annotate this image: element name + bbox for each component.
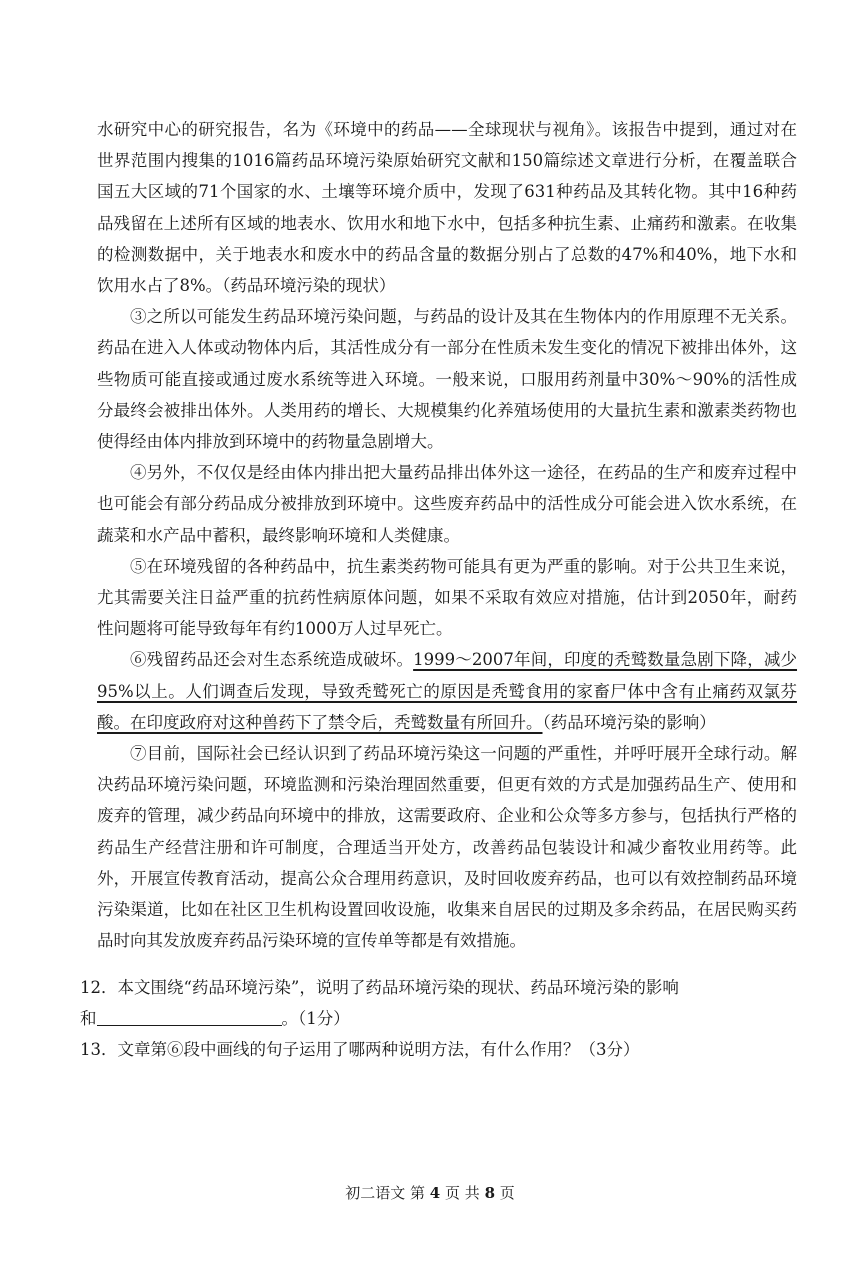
underlined-sentences: 1999～2007年间，印度的秃鹫数量急剧下降，减少95%以上。人们调查后发现，导致秃鹫死亡的原因是秃鹫食用的家畜尸体中含有止痛药双氯芬酸。在印度政府对这种兽药下了禁令后，秃鹫数量有所回升。 xyxy=(97,650,798,732)
paragraph-3: ③之所以可能发生药品环境污染问题，与药品的设计及其在生物体内的作用原理不无关系。药品在进入人体或动物体内后，其活性成分有一部分在性质未发生变化的情况下被排出体外，这些物质可能直接或通过废水系统等进入环境。一般来说，口服用药剂量中30%～90%的活性成分最终会被排出体外。人类用药的增长、大规模集约化养殖场使用的大量抗生素和激素类药物也使得经由体内排放到环境中的药物量急剧增大。 xyxy=(97,307,797,452)
question-12 xyxy=(80,972,800,1034)
footer-page-label: 第 xyxy=(409,1184,425,1202)
question-12-suffix: 。（1分） xyxy=(281,1009,350,1028)
paragraph-6-start: ⑥残留药品还会对生态系统造成破坏。 xyxy=(130,650,414,670)
paragraph-4: ④另外，不仅仅是经由体内排出把大量药品排出体外这一途径，在药品的生产和废弃过程中也可能会有部分药品成分被排放到环境中。这些废弃药品中的活性成分可能会进入饮水系统，在蔬菜和水产品中蓄积，最终影响环境和人类健康。 xyxy=(97,463,797,545)
question-12-prefix: 和 xyxy=(80,1009,97,1028)
footer-total-pages: 8 xyxy=(484,1184,495,1202)
question-13: 13．文章第⑥段中画线的句子运用了哪两种说明方法，有什么作用？（3分） xyxy=(80,1040,640,1059)
questions-section xyxy=(80,972,800,1065)
paragraph-7: ⑦目前，国际社会已经认识到了药品环境污染这一问题的严重性，并呼吁展开全球行动。解决药品环境污染问题，环境监测和污染治理固然重要，但更有效的方式是加强药品生产、使用和废弃的管理，减少药品向环境中的排放，这需要政府、企业和公众等多方参与，包括执行严格的药品生产经营注册和许可制度，合理适当开处方，改善药品包装设计和减少畜牧业用药等。此外，开展宣传教育活动，提高公众合理用药意识，及时回收废弃药品，也可以有效控制药品环境污染渠道，比如在社区卫生机构设置回收设施，收集来自居民的过期及多余药品，在居民购买药品时向其发放废弃药品污染环境的宣传单等都是有效措施。 xyxy=(97,744,797,951)
question-12-text: 12．本文围绕“药品环境污染”，说明了药品环境污染的现状、药品环境污染的影响 xyxy=(80,978,679,997)
paragraph-6-note: （药品环境污染的影响） xyxy=(542,712,716,732)
paragraph-6 xyxy=(97,644,797,738)
paragraph-5: ⑤在环境残留的各种药品中，抗生素类药物可能具有更为严重的影响。对于公共卫生来说，尤其需要关注日益严重的抗药性病原体问题，如果不采取有效应对措施，估计到2050年，耐药性问题将可能导致每年有约1000万人过早死亡。 xyxy=(97,556,797,639)
footer-end-label: 页 xyxy=(499,1184,515,1202)
answer-blank[interactable] xyxy=(97,1007,282,1026)
reading-passage xyxy=(97,114,797,956)
footer-subject: 初二语文 xyxy=(345,1184,406,1202)
footer-of-label: 页 共 xyxy=(445,1184,480,1202)
paragraph-continued: 水研究中心的研究报告，名为《环境中的药品——全球现状与视角》。该报告中提到，通过对在世界范围内搜集的1016篇药品环境污染原始研究文献和150篇综述文章进行分析，在覆盖联合国五大区域的71个国家的水、土壤等环境介质中，发现了631种药品及其转化物。其中16种药品残留在上述所有区域的地表水、饮用水和地下水中，包括多种抗生素、止痛药和激素。在收集的检测数据中，关于地表水和废水中的药品含量的数据分别占了总数的47%和40%，地下水和饮用水占了8%。（药品环境污染的现状） xyxy=(97,120,797,296)
page-footer xyxy=(0,1182,860,1203)
footer-page-number: 4 xyxy=(429,1184,441,1202)
